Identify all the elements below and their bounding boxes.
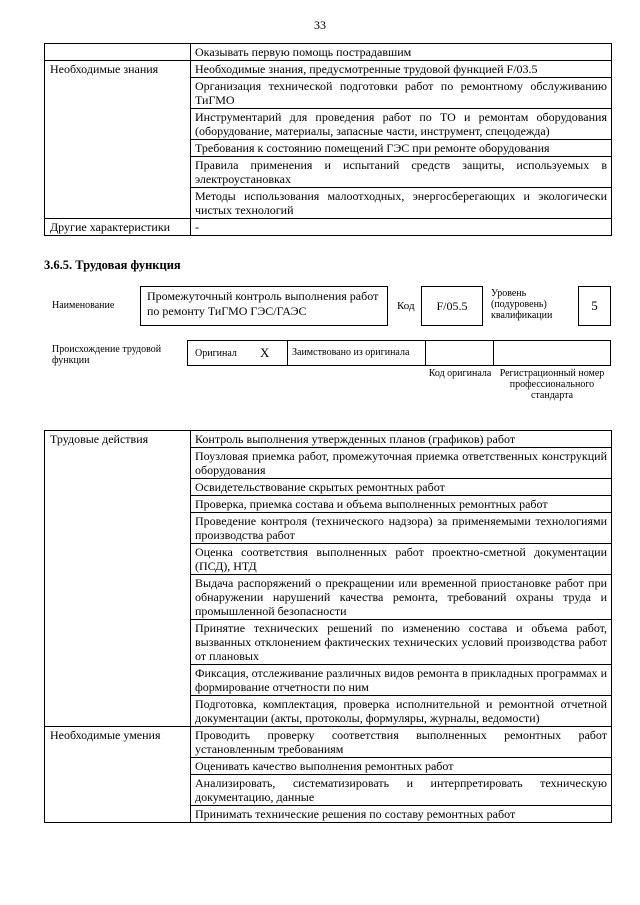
original-box bbox=[187, 340, 288, 366]
original-mark: X bbox=[260, 345, 270, 360]
row-value: Фиксация, отслеживание различных видов ремонта в прикладных программах и формирование отчетности по ним bbox=[191, 665, 612, 696]
row-label bbox=[45, 44, 191, 61]
row-value: Методы использования малоотходных, энергосберегающих и экологически чистых технологий bbox=[191, 188, 612, 219]
function-name-box bbox=[140, 286, 388, 326]
row-value: Правила применения и испытаний средств защиты, используемых в электроустановках bbox=[191, 157, 612, 188]
row-label: Трудовые действия bbox=[45, 431, 191, 727]
row-value: Проводить проверку соответствия выполненных ремонтных работ установленным требованиям bbox=[191, 727, 612, 758]
row-value: Организация технической подготовки работ по ремонтному обслуживанию ТиГМО bbox=[191, 78, 612, 109]
row-value: Инструментарий для проведения работ по ТО и ремонтам оборудования (оборудование, материалы, запасные части, инструмент, спецодежда) bbox=[191, 109, 612, 140]
code-box bbox=[421, 286, 483, 326]
row-value: Принимать технические решения по составу ремонтных работ bbox=[191, 806, 612, 823]
page-number: 33 bbox=[314, 18, 326, 32]
row-value: Подготовка, комплектация, проверка исполнительной и ремонтной отчетной документации (акты, протоколы, формуляры, журналы, ведомости) bbox=[191, 696, 612, 727]
row-value: Принятие технических решений по изменению состава и объема работ, вызванных отклонением фактических технических условий производства работ от плановых bbox=[191, 620, 612, 665]
level-box bbox=[578, 286, 611, 326]
original-label: Оригинал bbox=[195, 348, 237, 359]
section-heading: 3.6.5. Трудовая функция bbox=[44, 258, 181, 272]
row-label: Другие характеристики bbox=[45, 219, 191, 236]
origin-label: Происхождение трудовой функции bbox=[52, 344, 162, 366]
row-value: Проведение контроля (технического надзора) за применяемыми технологиями производства работ bbox=[191, 513, 612, 544]
row-value: Выдача распоряжений о прекращении или временной приостановке работ при обнаружении нарушений качества ремонта, требований охраны труда и промышленной безопасности bbox=[191, 575, 612, 620]
table-row bbox=[45, 431, 612, 448]
actions-table bbox=[44, 430, 612, 823]
code-label: Код bbox=[397, 300, 415, 312]
table-row bbox=[45, 219, 612, 236]
row-value: Оценка соответствия выполненных работ проектно-сметной документации (ПСД), НТД bbox=[191, 544, 612, 575]
row-label: Необходимые знания bbox=[45, 61, 191, 219]
level-label: Уровень (подуровень) квалификации bbox=[491, 288, 553, 321]
name-label: Наименование bbox=[52, 300, 115, 311]
row-value: Проверка, приемка состава и объема выполненных ремонтных работ bbox=[191, 496, 612, 513]
table-row bbox=[45, 61, 612, 78]
row-value: Оценивать качество выполнения ремонтных работ bbox=[191, 758, 612, 775]
knowledge-table bbox=[44, 43, 612, 236]
row-label: Необходимые умения bbox=[45, 727, 191, 823]
code-value: F/05.5 bbox=[436, 299, 468, 313]
row-value: - bbox=[191, 219, 612, 236]
table-row bbox=[45, 727, 612, 758]
orig-code-box bbox=[425, 340, 494, 366]
row-value: Контроль выполнения утвержденных планов (графиков) работ bbox=[191, 431, 612, 448]
row-value: Необходимые знания, предусмотренные трудовой функцией F/03.5 bbox=[191, 61, 612, 78]
row-value: Требования к состоянию помещений ГЭС при ремонте оборудования bbox=[191, 140, 612, 157]
reg-number-label: Регистрационный номер профессионального стандарта bbox=[499, 368, 605, 401]
row-value: Оказывать первую помощь пострадавшим bbox=[191, 44, 612, 61]
level-value: 5 bbox=[591, 298, 598, 313]
row-value: Анализировать, систематизировать и интерпретировать техническую документацию, данные bbox=[191, 775, 612, 806]
borrowed-label: Заимствовано из оригинала bbox=[292, 347, 410, 358]
orig-code-label: Код оригинала bbox=[428, 368, 492, 379]
row-value: Поузловая приемка работ, промежуточная приемка ответственных конструкций оборудования bbox=[191, 448, 612, 479]
table-row bbox=[45, 44, 612, 61]
borrowed-box bbox=[287, 340, 426, 366]
reg-number-box bbox=[493, 340, 611, 366]
function-name: Промежуточный контроль выполнения работ по ремонту ТиГМО ГЭС/ГАЭС bbox=[147, 289, 379, 318]
row-value: Освидетельствование скрытых ремонтных работ bbox=[191, 479, 612, 496]
